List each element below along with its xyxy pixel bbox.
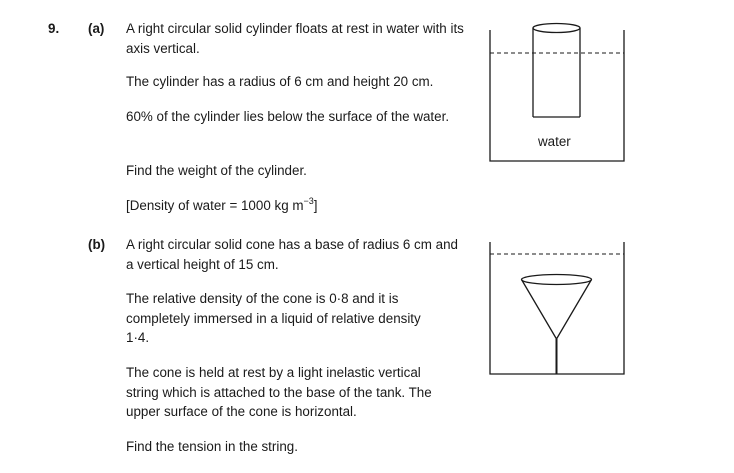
cone-right-side xyxy=(557,280,592,340)
part-b-paragraph-1: A right circular solid cone has a base of radius 6 cm and a vertical height of 15 cm. xyxy=(126,237,458,272)
part-a-label: (a) xyxy=(88,21,105,36)
part-a-paragraph-2: The cylinder has a radius of 6 cm and height 20 cm. xyxy=(126,74,434,89)
part-a-paragraph-3: 60% of the cylinder lies below the surface of the water. xyxy=(126,109,450,124)
density-close: ] xyxy=(313,198,318,213)
cone-left-side xyxy=(522,280,557,340)
cylinder-top xyxy=(533,24,580,33)
part-b-paragraph-3: The cone is held at rest by a light inelastic vertical string which is attached to the base of the tank. The upper surface of the cone is horizontal. xyxy=(126,365,432,419)
density-exponent: −3 xyxy=(303,195,314,206)
part-b-paragraph-4: Find the tension in the string. xyxy=(126,439,298,454)
density-text: [Density of water = 1000 kg m xyxy=(126,198,304,213)
part-b-label: (b) xyxy=(88,237,106,252)
part-a-paragraph-4: Find the weight of the cylinder. xyxy=(126,163,307,178)
question-number: 9. xyxy=(48,21,60,36)
water-label: water xyxy=(538,134,571,149)
part-a-paragraph-1: A right circular solid cylinder floats at rest in water with its axis vertical. xyxy=(126,21,464,56)
figure-cone xyxy=(490,242,624,374)
part-b-paragraph-2: The relative density of the cone is 0·8 and it is completely immersed in a liquid of relative density 1·4. xyxy=(126,291,421,345)
cone-base xyxy=(522,275,592,285)
